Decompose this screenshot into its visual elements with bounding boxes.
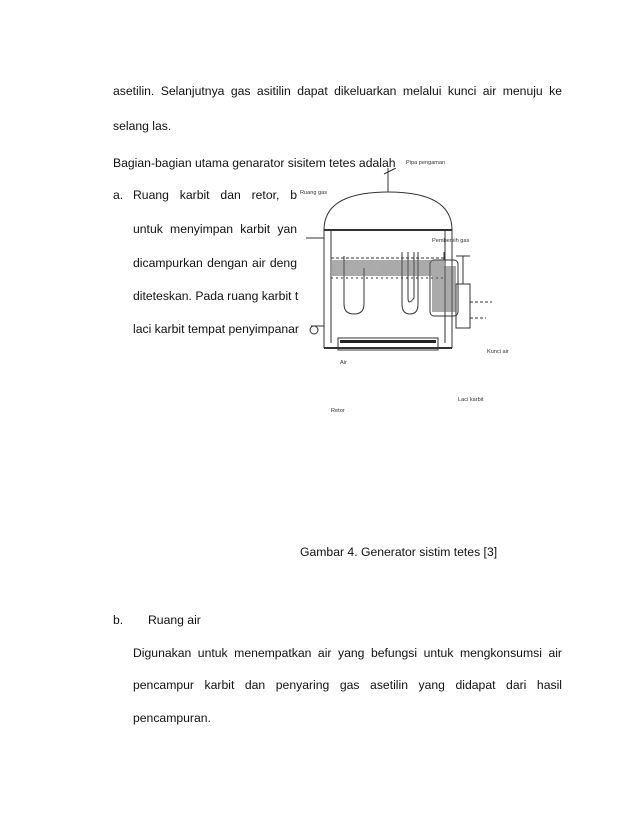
item-a-line-1: Ruang karbit dan retor, b <box>133 188 297 202</box>
label-ruang-gas: Ruang gas <box>300 190 328 196</box>
item-a-line-4: diteteskan. Pada ruang karbit t <box>133 289 299 303</box>
item-a-line-2: untuk menyimpan karbit yan <box>133 222 297 236</box>
item-b-title: Ruang air <box>148 613 201 627</box>
label-pembersih-gas: Pembersih gas <box>432 238 470 244</box>
label-kunci-air: Kunci air <box>487 349 509 355</box>
item-b-marker: b. <box>113 613 124 627</box>
figure-caption: Gambar 4. Generator sistim tetes [3] <box>300 545 498 559</box>
item-a-line-5: laci karbit tempat penyimpanar <box>133 322 299 336</box>
label-laci-karbit: Laci karbit <box>458 397 484 403</box>
paragraph-top-line-2: selang las. <box>113 119 172 133</box>
generator-drawing <box>296 168 518 375</box>
generator-diagram <box>296 160 518 375</box>
item-b-line-3: pencampuran. <box>133 711 211 725</box>
section-intro: Bagian-bagian utama genarator sisitem tetes adalah <box>113 156 396 170</box>
label-retor: Retor <box>331 408 345 414</box>
item-b-line-2: pencampur karbit dan penyaring gas asetilin yang didapat dari hasil <box>133 678 562 692</box>
label-pipa-pengaman: Pipa pengaman <box>406 160 446 166</box>
item-a-line-3: dicampurkan dengan air deng <box>133 256 297 270</box>
item-b-line-1: Digunakan untuk menempatkan air yang befungsi untuk mengkonsumsi air <box>133 646 562 660</box>
paragraph-top-line-1: asetilin. Selanjutnya gas asitilin dapat dikeluarkan melalui kunci air menuju ke <box>113 84 562 98</box>
label-air: Air <box>340 360 347 366</box>
item-a-marker: a. <box>113 188 124 202</box>
